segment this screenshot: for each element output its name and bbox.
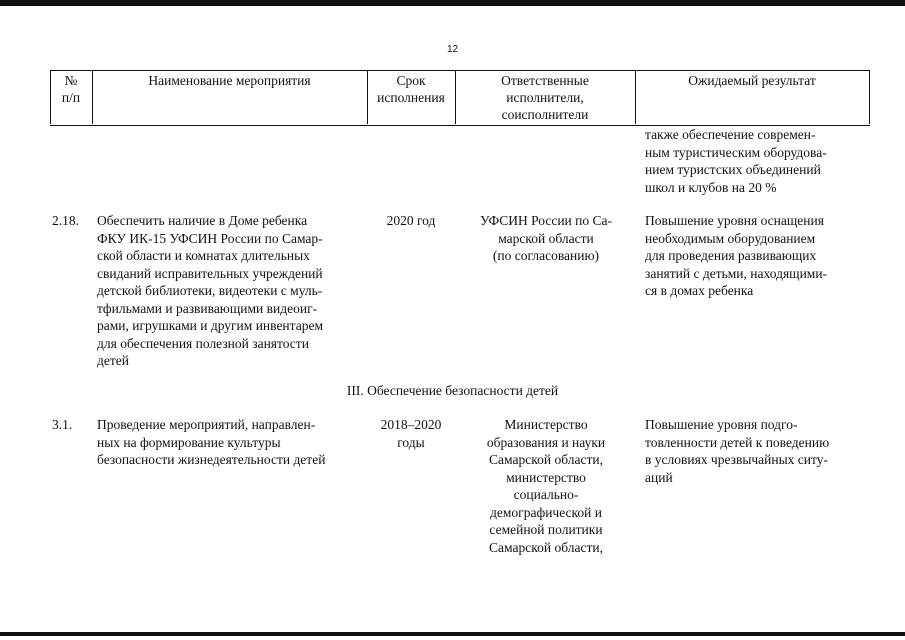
text-line: школ и клубов на 20 % <box>645 179 777 195</box>
header-name: Наименование мероприятия <box>148 73 311 88</box>
bottom-border-bar <box>0 632 905 636</box>
row-term <box>367 416 455 451</box>
text-line: 2018–2020 <box>380 417 442 432</box>
text-line: свиданий исправительных учреждений <box>97 265 323 281</box>
row-result <box>645 212 858 300</box>
row-result <box>645 416 858 486</box>
text-line: 2020 год <box>386 213 436 228</box>
text-line: министерство <box>506 469 586 485</box>
text-line: Самарской области, <box>489 539 603 555</box>
header-num: № п/п <box>61 73 81 105</box>
text-line: образования и науки <box>486 434 606 450</box>
text-line: марской области <box>498 230 594 246</box>
row-number: 3.1. <box>52 417 73 432</box>
text-line: ных на формирование культуры <box>97 434 281 450</box>
page-number: 12 <box>446 44 459 55</box>
header-result: Ожидаемый результат <box>688 73 816 88</box>
text-line: Проведение мероприятий, направлен- <box>97 417 316 432</box>
row-number: 2.18. <box>52 213 79 228</box>
text-line: также обеспечение современ- <box>645 127 816 142</box>
header-term: Срок исполнения <box>377 73 445 105</box>
text-line: ской области и комнатах длительных <box>97 248 310 263</box>
text-line: семейной политики <box>489 522 603 537</box>
text-line: Самарской области, <box>489 452 603 467</box>
continuation-result <box>645 126 858 196</box>
text-line: ным туристическим оборудова- <box>645 144 827 160</box>
text-line: необходимым оборудованием <box>645 230 816 246</box>
text-line: Обеспечить наличие в Доме ребенка <box>97 213 308 228</box>
text-line: для обеспечения полезной занятости <box>97 335 309 351</box>
text-line: Повышение уровня оснащения <box>645 213 824 228</box>
row-name <box>97 212 359 370</box>
text-line: для проведения развивающих <box>645 248 817 263</box>
text-line: демографической и <box>490 504 602 520</box>
text-line: занятий с детьми, находящими- <box>645 265 828 281</box>
text-line: УФСИН России по Са- <box>479 213 612 228</box>
text-line: нием туристских объединений <box>645 162 821 177</box>
section-title: III. Обеспечение безопасности детей <box>346 383 559 398</box>
text-line: годы <box>397 434 425 450</box>
row-name <box>97 416 359 469</box>
text-line: рами, игрушками и другим инвентарем <box>97 318 323 333</box>
text-line: аций <box>645 469 673 485</box>
row-term <box>367 212 455 230</box>
header-divider <box>869 70 870 124</box>
text-line: тфильмами и развивающими видеоиг- <box>97 300 318 316</box>
text-line: социально- <box>513 487 579 502</box>
row-responsible <box>462 416 630 556</box>
text-line: в условиях чрезвычайных ситу- <box>645 452 828 467</box>
text-line: ФКУ ИК-15 УФСИН России по Самар- <box>97 230 323 246</box>
text-line: детей <box>97 353 129 368</box>
text-line: (по согласованию) <box>492 248 600 263</box>
text-line: Повышение уровня подго- <box>645 417 798 432</box>
text-line: ся в домах ребенка <box>645 283 754 298</box>
text-line: детской библиотеки, видеотеки с муль- <box>97 283 323 298</box>
text-line: товленности детей к поведению <box>645 434 830 450</box>
top-border-bar <box>0 0 905 6</box>
row-responsible <box>462 212 630 265</box>
text-line: Министерство <box>504 417 588 432</box>
header-responsible: Ответственные исполнители, соисполнители <box>501 73 589 122</box>
text-line: безопасности жизнедеятельности детей <box>97 452 326 467</box>
